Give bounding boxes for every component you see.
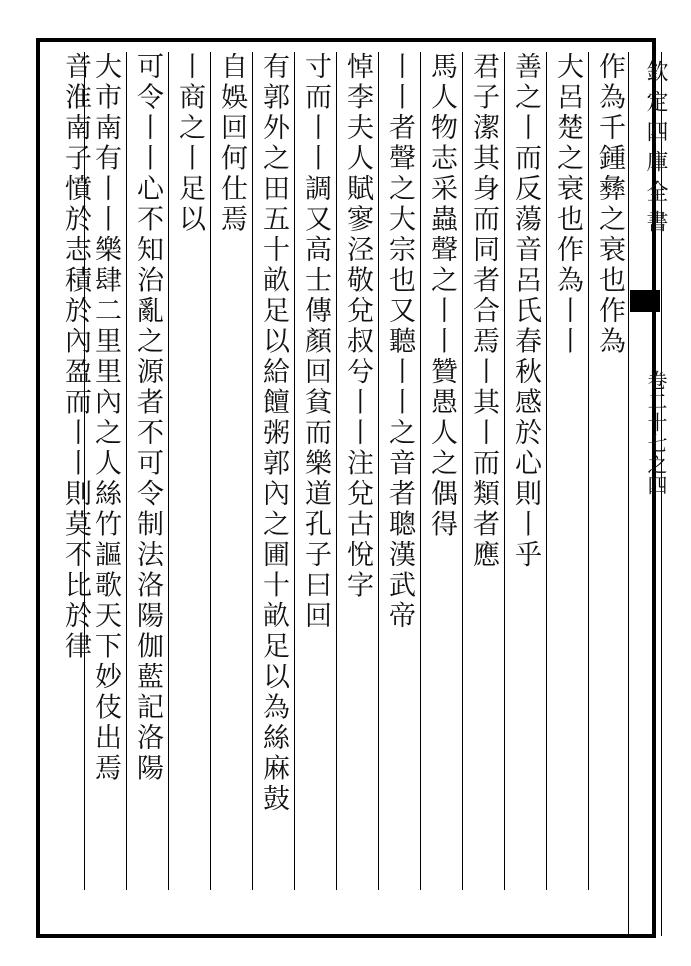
text-column: 寸而丨丨調又高士傳顏回貧而樂道孔子曰回: [300, 52, 331, 632]
text-column: 作為千鍾彝之衰也作為: [594, 52, 625, 357]
column-rule: [546, 52, 547, 890]
column-rule: [378, 52, 379, 890]
text-column: 馬人物志采蟲聲之丨丨贊愚人之偶得: [426, 52, 457, 540]
column-rule: [336, 52, 337, 890]
text-column: 自娛回何仕焉: [216, 52, 247, 235]
text-column: 丨丨者聲之大宗也又聽丨丨之音者聰漢武帝: [384, 52, 415, 632]
column-rule: [126, 52, 127, 890]
column-rule: [294, 52, 295, 890]
text-column: 音淮南子憤於志積於內盈而丨丨則莫不比於律: [60, 52, 91, 662]
text-column: 有郭外之田五十畝足以給饘粥郭內之圃十畝足以為絲麻鼓: [258, 52, 289, 815]
column-rule: [588, 52, 589, 890]
column-rule: [210, 52, 211, 890]
text-column: 悼李夫人賦寥泾敬兌叔兮丨丨注兌古悅字: [342, 52, 373, 601]
text-column: 君子潔其身而同者合焉丨其丨而類者應: [468, 52, 499, 571]
text-column: 丨商之丨足以: [174, 52, 205, 235]
column-rule: [168, 52, 169, 890]
column-rule: [252, 52, 253, 890]
margin-title: 欽定四庫全書: [643, 60, 668, 240]
text-column: 大市南有丨丨樂肆二里里內之人絲竹謳歌天下妙伎出焉: [90, 52, 121, 784]
column-rule: [462, 52, 463, 890]
column-rule: [420, 52, 421, 890]
text-column: 可令丨丨心不知治亂之源者不可令制法洛陽伽藍記洛陽: [132, 52, 163, 784]
text-column: 大呂楚之衰也作為丨丨: [552, 52, 583, 357]
text-column: 善之丨而反蕩音呂氏春秋感於心則丨乎: [510, 52, 541, 571]
margin-volume: 卷二十七之四: [644, 370, 668, 496]
column-rule: [504, 52, 505, 890]
